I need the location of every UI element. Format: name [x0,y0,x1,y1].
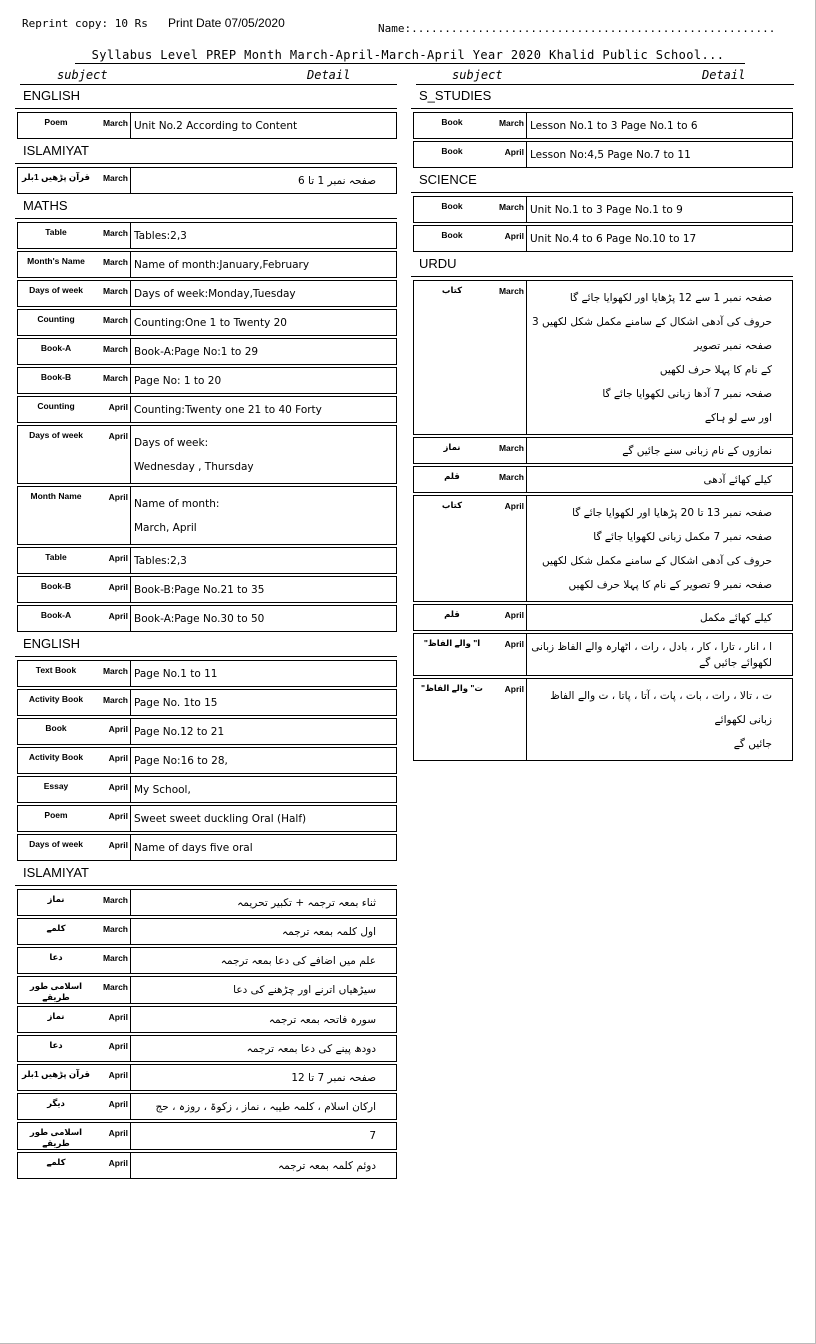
table-row [17,280,397,307]
month-cell: March [102,228,128,238]
subject-cell: Poem [44,810,68,820]
table-row [17,1064,397,1091]
month-cell: March [102,953,128,963]
subject-cell: Book [441,117,463,127]
month-cell: April [504,684,524,694]
detail-cell: Days of week:Monday,Tuesday [130,281,396,306]
month-cell: April [108,553,128,563]
table-row [17,251,397,278]
table-row [17,425,397,484]
subject-cell: قلم [444,471,460,481]
detail-cell: ا ، انار ، تارا ، کار ، بادل ، رات ، اٹھارہ والے الفاظ زبانی لکھوائے جائیں گے [526,634,792,675]
subject-cell: Days of week [29,430,83,440]
month-cell: April [504,231,524,241]
table-row [17,918,397,945]
detail-cell: دودھ پینے کی دعا بمعہ ترجمہ [130,1036,396,1061]
table-row [17,805,397,832]
table-row [17,309,397,336]
subject-cell: Book-A [40,343,72,353]
table-row [17,547,397,574]
detail-cell: Page No.12 to 21 [130,719,396,744]
table-row [17,367,397,394]
month-cell: March [498,202,524,212]
subject-cell: Counting [37,401,75,411]
month-cell: March [102,895,128,905]
subject-cell: دعا [49,952,63,962]
month-cell: March [498,472,524,482]
subject-cell: Table [45,552,67,562]
detail-cell: Book-B:Page No.21 to 35 [130,577,396,602]
month-cell: April [504,610,524,620]
left-subject-header: subject [57,68,108,82]
detail-cell: Page No: 1 to 20 [130,368,396,393]
month-cell: March [102,173,128,183]
section-heading: ENGLISH [15,634,397,657]
month-cell: March [102,982,128,992]
subject-cell: Book-A [40,610,72,620]
subject-cell: نماز [443,442,461,452]
right-subject-header: subject [452,68,503,82]
subject-cell: Book-B [40,372,72,382]
table-row [17,1122,397,1150]
month-cell: March [498,286,524,296]
detail-cell: Page No:16 to 28, [130,748,396,773]
table-row [17,976,397,1004]
detail-cell: سورہ فاتحہ بمعہ ترجمہ [130,1007,396,1032]
month-cell: March [498,118,524,128]
month-cell: April [108,402,128,412]
table-row [413,225,793,252]
right-header-rule [416,84,794,85]
subject-cell: اسلامی طور طریقے [29,1127,83,1148]
detail-cell: Unit No.2 According to Content [130,113,396,138]
subject-cell: نماز [47,1011,65,1021]
detail-cell: Page No.1 to 11 [130,661,396,686]
subject-cell: Text Book [35,665,77,675]
month-cell: April [108,492,128,502]
month-cell: April [108,1012,128,1022]
month-cell: April [108,431,128,441]
detail-cell: کیلے کھائے آدھی [526,467,792,492]
subject-cell: Book-B [40,581,72,591]
month-cell: March [102,315,128,325]
print-date: Print Date 07/05/2020 [168,16,285,30]
subject-cell: Book [441,230,463,240]
detail-cell: سیڑھیاں اترنے اور چڑھنے کی دعا [130,977,396,1003]
right-detail-header: Detail [702,68,746,82]
table-row [413,437,793,464]
detail-cell: 7 [130,1123,396,1149]
table-row [413,141,793,168]
subject-cell: Book [441,201,463,211]
table-row [17,167,397,194]
detail-cell: Sweet sweet duckling Oral (Half) [130,806,396,831]
month-cell: April [504,147,524,157]
month-cell: March [102,666,128,676]
subject-cell: Table [45,227,67,237]
detail-cell: Name of days five oral [130,835,396,860]
subject-cell: Month Name [30,491,82,501]
section-heading: ISLAMIYAT [15,141,397,164]
name-field: Name:....................................................... [378,22,776,35]
detail-cell: My School, [130,777,396,802]
detail-cell: ت ، تالا ، رات ، بات ، پات ، آتا ، پاتا ، ت والے الفاظ زبانی لکھوائے جائیں گے [526,679,792,760]
detail-cell: Tables:2,3 [130,548,396,573]
detail-cell: Book-A:Page No.30 to 50 [130,606,396,631]
table-row [17,660,397,687]
detail-cell: Tables:2,3 [130,223,396,248]
subject-cell: Days of week [29,285,83,295]
month-cell: April [108,1041,128,1051]
subject-cell: "ا" والے الفاظ [423,638,481,648]
table-row [17,222,397,249]
detail-cell: کیلے کھائے مکمل [526,605,792,630]
subject-cell: کلمے [46,923,66,933]
table-row [17,834,397,861]
section-heading: SCIENCE [411,170,793,193]
title-underline [75,63,745,64]
table-row [17,1006,397,1033]
month-cell: March [102,257,128,267]
section-heading: ENGLISH [15,86,397,109]
detail-cell: Unit No.1 to 3 Page No.1 to 9 [526,197,792,222]
detail-cell: نمازوں کے نام زبانی سنے جائیں گے [526,438,792,463]
subject-cell: Activity Book [28,752,84,762]
detail-cell: علم میں اضافے کی دعا بمعہ ترجمہ [130,948,396,973]
detail-cell: Name of month: March, April [130,487,396,544]
subject-cell: Book [441,146,463,156]
section-heading: URDU [411,254,793,277]
month-cell: March [498,443,524,453]
detail-cell: Lesson No.1 to 3 Page No.1 to 6 [526,113,792,138]
month-cell: March [102,695,128,705]
detail-cell: Days of week: Wednesday , Thursday [130,426,396,483]
month-cell: April [108,724,128,734]
table-row [413,466,793,493]
detail-cell: صفحہ نمبر 1 سے 12 پڑھایا اور لکھوایا جائے گا حروف کی آدھی اشکال کے سامنے مکمل شکل لکھیں 3 صفحہ نمبر تصویر کے نام کا پہلا حرف لکھیں صفحہ نمبر 7 آدھا زبانی لکھوایا جائے گا اور سے لو ہاکے [526,281,792,434]
detail-cell: اول کلمہ بمعہ ترجمہ [130,919,396,944]
detail-cell: Unit No.4 to 6 Page No.10 to 17 [526,226,792,251]
table-row [413,604,793,631]
detail-cell: Book-A:Page No:1 to 29 [130,339,396,364]
month-cell: March [102,344,128,354]
table-row [17,112,397,139]
detail-cell: Counting:Twenty one 21 to 40 Forty [130,397,396,422]
table-row [17,1093,397,1120]
table-row [17,486,397,545]
subject-cell: کتاب [441,285,463,295]
section-heading: MATHS [15,196,397,219]
table-row [413,633,793,676]
subject-cell: اسلامی طور طریقے [29,981,83,1002]
month-cell: March [102,924,128,934]
subject-cell: Month's Name [27,256,85,266]
subject-cell: نماز [47,894,65,904]
detail-cell: Name of month:January,February [130,252,396,277]
month-cell: March [102,118,128,128]
subject-cell: کلمے [46,1157,66,1167]
section-heading: S_STUDIES [411,86,793,109]
table-row [17,947,397,974]
table-row [17,889,397,916]
right-column [413,86,793,763]
page-title: Syllabus Level PREP Month March-April-March-April Year 2020 Khalid Public School... [91,48,725,62]
table-row [413,678,793,761]
table-row [413,112,793,139]
detail-cell: صفحہ نمبر 1 تا 6 [130,168,396,193]
detail-cell: صفحہ نمبر 13 تا 20 پڑھایا اور لکھوایا جائے گا صفحہ نمبر 7 مکمل زبانی لکھوایا جائے گا حروف کی آدھی اشکال کے سامنے مکمل شکل لکھیں صفحہ نمبر 9 تصویر کے نام کا پہلا حرف لکھیں [526,496,792,601]
month-cell: April [108,1070,128,1080]
table-row [17,1152,397,1179]
month-cell: April [108,1099,128,1109]
subject-cell: Poem [44,117,68,127]
detail-cell: ثناء بمعہ ترجمہ + تکبیر تحریمہ [130,890,396,915]
subject-cell: دیگر [47,1098,65,1108]
table-row [17,718,397,745]
subject-cell: Counting [37,314,75,324]
detail-cell: صفحہ نمبر 7 تا 12 [130,1065,396,1090]
left-detail-header: Detail [307,68,351,82]
month-cell: April [108,1158,128,1168]
subject-cell: "ت" والے الفاظ [421,683,483,693]
table-row [17,747,397,774]
detail-cell: دوئم کلمہ بمعہ ترجمہ [130,1153,396,1178]
table-row [413,196,793,223]
left-column [17,86,397,1181]
month-cell: April [108,582,128,592]
subject-cell: قرآن پڑھیں 1بلر [22,1069,90,1079]
subject-cell: Book [45,723,67,733]
month-cell: April [108,611,128,621]
month-cell: April [108,753,128,763]
subject-cell: Days of week [29,839,83,849]
table-row [17,689,397,716]
left-header-rule [20,84,397,85]
table-row [17,396,397,423]
table-row [17,338,397,365]
table-row [413,495,793,602]
reprint-label: Reprint copy: 10 Rs [22,17,148,30]
subject-cell: کتاب [441,500,463,510]
table-row [17,776,397,803]
subject-cell: قرآن پڑھیں 1بلر [22,172,90,182]
subject-cell: Activity Book [28,694,84,704]
detail-cell: Page No. 1to 15 [130,690,396,715]
subject-cell: Essay [43,781,69,791]
section-heading: ISLAMIYAT [15,863,397,886]
month-cell: April [108,1128,128,1138]
table-row [17,605,397,632]
month-cell: April [504,501,524,511]
month-cell: April [108,782,128,792]
month-cell: April [108,840,128,850]
month-cell: March [102,286,128,296]
month-cell: April [504,639,524,649]
month-cell: April [108,811,128,821]
table-row [413,280,793,435]
subject-cell: دعا [49,1040,63,1050]
table-row [17,1035,397,1062]
table-row [17,576,397,603]
detail-cell: ارکان اسلام ، کلمہ طیبہ ، نماز ، زکوۃ ، روزہ ، حج [130,1094,396,1119]
month-cell: March [102,373,128,383]
subject-cell: قلم [444,609,460,619]
detail-cell: Lesson No:4,5 Page No.7 to 11 [526,142,792,167]
detail-cell: Counting:One 1 to Twenty 20 [130,310,396,335]
